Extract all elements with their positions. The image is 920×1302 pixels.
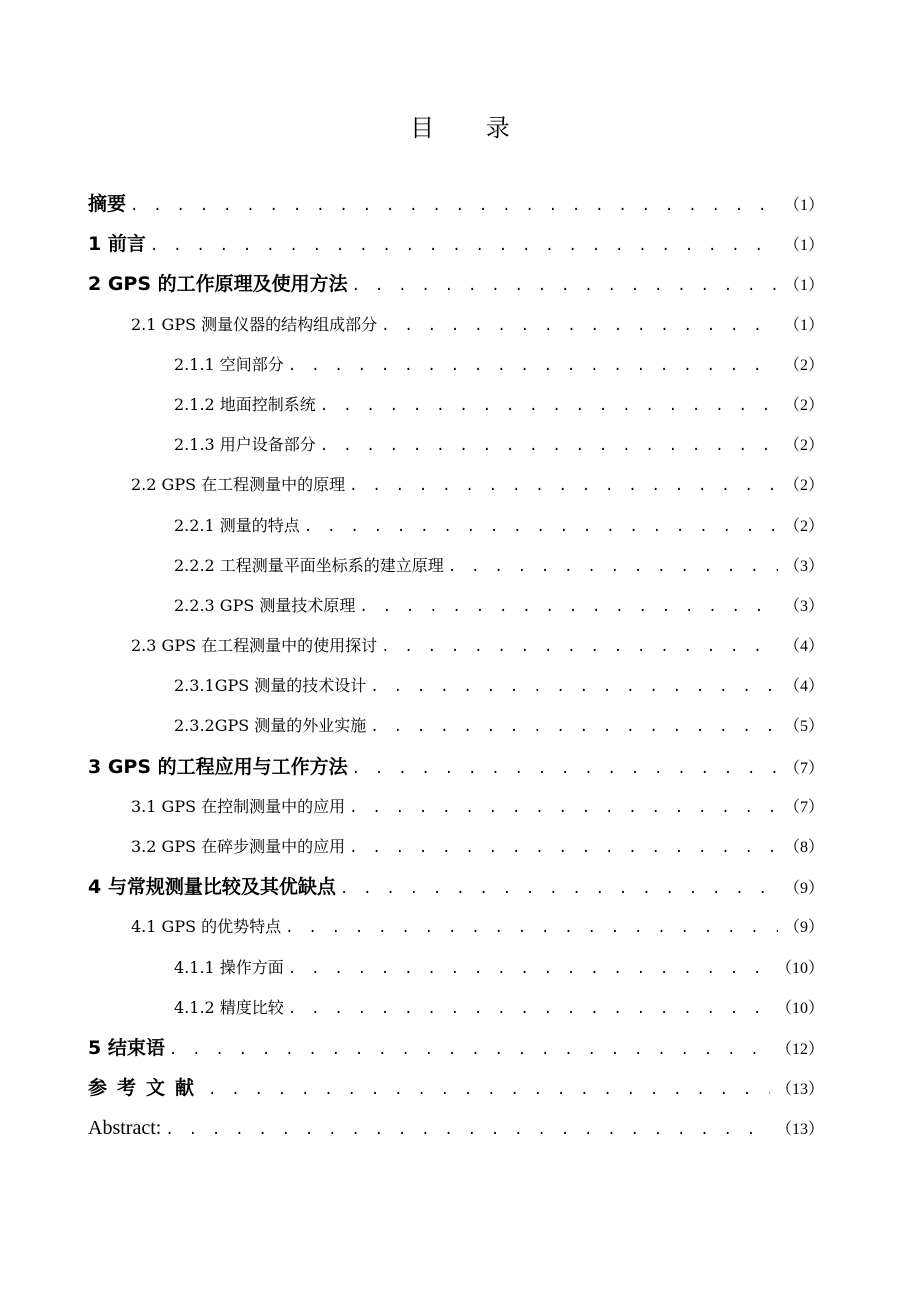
dot-leader — [381, 627, 778, 667]
dot-leader — [130, 186, 778, 226]
toc-entry[interactable] — [0, 264, 920, 304]
dot-leader — [208, 1070, 770, 1110]
dot-leader — [169, 1030, 770, 1070]
toc-entry-label: 3.2 GPS 在碎步测量中的应用 — [131, 837, 346, 856]
toc-entry-page-number: （1） — [783, 237, 824, 255]
toc-entry[interactable] — [0, 465, 920, 505]
toc-entry-label: 2.2.2 工程测量平面坐标系的建立原理 — [174, 555, 444, 575]
toc-entry-label: 1 前言 — [88, 233, 146, 256]
dot-leader — [288, 949, 770, 989]
toc-entry-page-number: （2） — [783, 396, 824, 414]
toc-entry-label: 4.1 GPS 的优势特点 — [131, 917, 282, 937]
dot-leader — [165, 1110, 770, 1150]
toc-entry[interactable] — [0, 345, 920, 385]
dot-leader — [349, 828, 778, 868]
toc-entry[interactable] — [0, 506, 920, 546]
dot-leader — [340, 869, 778, 909]
toc-entry[interactable] — [0, 747, 920, 787]
toc-entry-page-number: （2） — [783, 477, 824, 495]
toc-entry[interactable] — [0, 706, 920, 746]
toc-entry-page-number: （13） — [775, 1081, 824, 1099]
toc-entry[interactable] — [0, 385, 920, 425]
dot-leader — [349, 466, 778, 506]
toc-entry-label: 4.1.1 操作方面 — [174, 957, 284, 977]
toc-entry[interactable] — [0, 827, 920, 867]
toc-entry-label: 2.1.1 空间部分 — [174, 354, 284, 374]
dot-leader — [288, 346, 778, 386]
toc-entry[interactable] — [0, 1028, 920, 1068]
toc-entry-label: 2.1.2 地面控制系统 — [174, 394, 316, 414]
toc-entry-label: 参考文献 — [88, 1077, 205, 1100]
toc-entry-page-number: （13） — [775, 1121, 824, 1139]
dot-leader — [370, 667, 778, 707]
toc-entry-label: 2.3.2GPS 测量的外业实施 — [174, 716, 367, 736]
toc-entry[interactable] — [0, 1068, 920, 1108]
toc-entry-page-number: （3） — [783, 557, 824, 575]
toc-entry[interactable] — [0, 626, 920, 666]
toc-entry-page-number: （2） — [783, 356, 824, 374]
toc-entry-page-number: （7） — [783, 759, 824, 777]
toc-entry-page-number: （7） — [783, 798, 824, 816]
dot-leader — [150, 226, 778, 266]
toc-entry-page-number: （10） — [775, 959, 824, 977]
dot-leader — [285, 908, 778, 948]
toc-entry[interactable] — [0, 948, 920, 988]
toc-entry[interactable] — [0, 184, 920, 224]
toc-entry-label: 5 结束语 — [88, 1036, 165, 1059]
toc-entry-page-number: （9） — [783, 919, 824, 937]
page-title: 目 录 — [410, 114, 532, 142]
toc-entry-page-number: （4） — [783, 638, 824, 656]
toc-entry-label: 2 GPS 的工作原理及使用方法 — [88, 273, 348, 296]
toc-entry-label: 2.2.3 GPS 测量技术原理 — [174, 595, 356, 615]
toc-entry-label: 2.3 GPS 在工程测量中的使用探讨 — [131, 636, 378, 656]
dot-leader — [370, 707, 778, 747]
dot-leader — [320, 426, 778, 466]
toc-entry-label: 2.3.1GPS 测量的技术设计 — [174, 676, 367, 696]
table-of-contents — [0, 184, 920, 1149]
toc-entry[interactable] — [0, 425, 920, 465]
toc-entry-label: 2.2 GPS 在工程测量中的原理 — [131, 475, 346, 495]
toc-entry[interactable] — [0, 546, 920, 586]
toc-entry[interactable] — [0, 224, 920, 264]
dot-leader — [349, 788, 778, 828]
dot-leader — [288, 989, 770, 1029]
toc-entry[interactable] — [0, 666, 920, 706]
toc-entry-page-number: （1） — [783, 316, 824, 334]
toc-entry-page-number: （5） — [783, 718, 824, 736]
toc-entry[interactable] — [0, 1108, 920, 1148]
toc-entry-page-number: （9） — [783, 880, 824, 898]
toc-entry[interactable] — [0, 787, 920, 827]
toc-entry[interactable] — [0, 907, 920, 947]
toc-entry-label: 3.1 GPS 在控制测量中的应用 — [131, 796, 346, 816]
toc-entry[interactable] — [0, 867, 920, 907]
toc-entry-page-number: （2） — [783, 437, 824, 455]
toc-entry-label: 2.2.1 测量的特点 — [174, 515, 300, 535]
toc-entry-label: Abstract: — [88, 1117, 162, 1140]
dot-leader — [448, 547, 778, 587]
toc-entry-label: 4.1.2 精度比较 — [174, 997, 284, 1017]
toc-entry-label: 3 GPS 的工程应用与工作方法 — [88, 755, 348, 778]
toc-entry-label: 摘要 — [88, 193, 127, 215]
toc-entry-label: 2.1 GPS 测量仪器的结构组成部分 — [131, 314, 378, 334]
toc-entry[interactable] — [0, 305, 920, 345]
dot-leader — [352, 266, 778, 306]
dot-leader — [381, 306, 778, 346]
toc-entry-page-number: （12） — [775, 1040, 824, 1058]
dot-leader — [359, 587, 778, 627]
toc-entry-page-number: （1） — [783, 277, 824, 295]
dot-leader — [304, 507, 778, 547]
toc-entry[interactable] — [0, 988, 920, 1028]
toc-entry-page-number: （2） — [783, 517, 824, 535]
toc-entry-page-number: （1） — [783, 197, 824, 214]
toc-entry[interactable] — [0, 586, 920, 626]
dot-leader — [320, 386, 778, 426]
toc-entry-label: 4 与常规测量比较及其优缺点 — [88, 876, 336, 899]
toc-entry-page-number: （4） — [783, 678, 824, 696]
toc-entry-page-number: （8） — [783, 839, 824, 856]
toc-entry-page-number: （3） — [783, 597, 824, 615]
toc-entry-label: 2.1.3 用户设备部分 — [174, 435, 316, 455]
toc-entry-page-number: （10） — [775, 999, 824, 1017]
dot-leader — [352, 749, 778, 789]
